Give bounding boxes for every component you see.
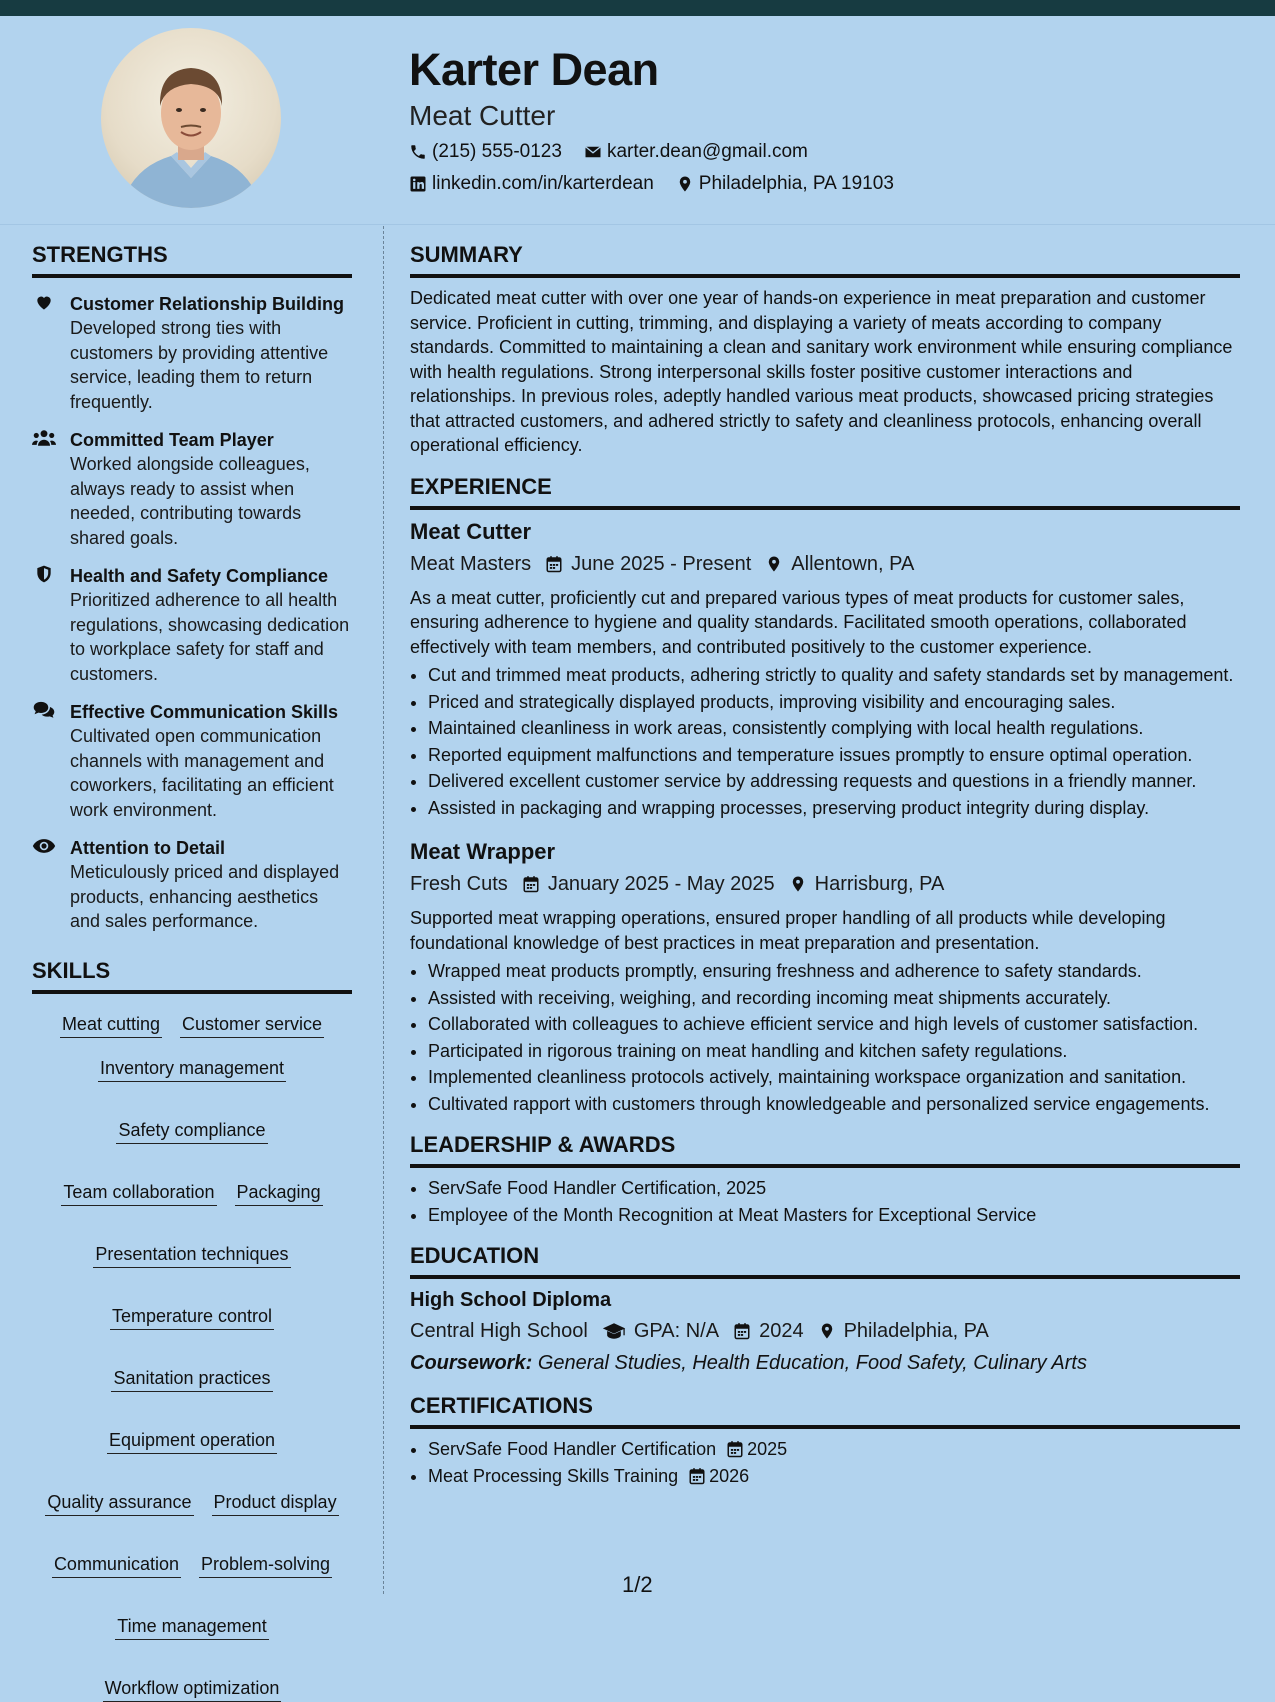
- job-bullets: [410, 663, 1240, 820]
- job-bullet: • Priced and strategically displayed products, improving visibility and encouraging sales.: [428, 690, 1240, 715]
- skill-tag: Temperature control: [110, 1304, 274, 1330]
- strength-item: [32, 836, 352, 934]
- comments-icon: [32, 700, 56, 720]
- job-bullets: [410, 959, 1240, 1116]
- contact-row-1: [409, 140, 1249, 164]
- summary-heading: SUMMARY: [410, 240, 1240, 278]
- profile-photo: [101, 28, 281, 208]
- page-number: 1/2: [622, 1572, 653, 1597]
- education-section: [410, 1241, 1240, 1377]
- calendar-icon: [522, 875, 540, 893]
- column-divider: [383, 226, 384, 1594]
- map-pin-icon: [765, 555, 783, 573]
- graduation-cap-icon: [602, 1322, 626, 1340]
- job-dates: January 2025 - May 2025: [547, 873, 775, 895]
- skill-tag: Packaging: [235, 1180, 323, 1206]
- skills-heading: SKILLS: [32, 956, 352, 994]
- phone-text: (215) 555-0123: [432, 141, 562, 162]
- skill-tag: Workflow optimization: [103, 1676, 282, 1702]
- job-bullet: • Assisted with receiving, weighing, and recording incoming meat shipments accurately.: [428, 986, 1240, 1011]
- resume-header: [409, 40, 1249, 196]
- job-bullet: • Maintained cleanliness in work areas, consistently complying with local health regulations.: [428, 716, 1240, 741]
- job-company: Fresh Cuts: [410, 873, 508, 895]
- location-text: Philadelphia, PA 19103: [698, 173, 894, 194]
- phone-icon: [409, 143, 427, 161]
- strength-title: Committed Team Player: [70, 430, 274, 450]
- job-description: As a meat cutter, proficiently cut and prepared various types of meat products for customer sales, ensuring adherence to hygiene and quality standards. Facilitated smooth operations, collaborated effectively with team members, and contributed positively to the customer experience.: [410, 587, 1187, 657]
- certification-item: [428, 1437, 1240, 1462]
- phone-contact: [409, 140, 562, 164]
- education-meta: [410, 1317, 1240, 1345]
- job-entry: [410, 838, 1240, 1116]
- contact-row-2: [409, 172, 1249, 196]
- leadership-item: • Employee of the Month Recognition at Meat Masters for Exceptional Service: [428, 1203, 1240, 1228]
- gpa-text: GPA: N/A: [633, 1320, 720, 1342]
- skill-tag: Communication: [52, 1552, 181, 1578]
- summary-section: [410, 240, 1240, 458]
- strength-desc: Cultivated open communication channels with management and coworkers, facilitating an efficient work environment.: [70, 726, 334, 820]
- school-name: Central High School: [410, 1320, 588, 1342]
- strength-item: [32, 428, 352, 550]
- job-title: Meat Cutter: [410, 518, 532, 544]
- job-bullet: • Assisted in packaging and wrapping processes, preserving product integrity during display.: [428, 796, 1240, 821]
- job-bullet: • Cut and trimmed meat products, adhering strictly to quality and safety standards set by management.: [428, 663, 1240, 688]
- candidate-title: Meat Cutter: [409, 100, 556, 131]
- linkedin-text[interactable]: linkedin.com/in/karterdean: [432, 173, 654, 194]
- skill-tag: Problem-solving: [199, 1552, 332, 1578]
- skill-tag: Sanitation practices: [111, 1366, 272, 1392]
- linkedin-icon: [409, 175, 427, 193]
- leadership-item: • ServSafe Food Handler Certification, 2025: [428, 1176, 1240, 1201]
- calendar-icon: [726, 1440, 744, 1458]
- skill-tag: Customer service: [180, 1012, 324, 1038]
- certification-year: 2026: [709, 1465, 750, 1486]
- strength-item: [32, 700, 352, 822]
- strength-title: Attention to Detail: [70, 838, 225, 858]
- job-description: Supported meat wrapping operations, ensured proper handling of all products while developing foundational knowledge of best practices in meat preparation and presentation.: [410, 908, 1166, 953]
- top-bar: [0, 0, 1275, 16]
- experience-heading: EXPERIENCE: [410, 472, 1240, 510]
- job-bullet: • Delivered excellent customer service by addressing requests and questions in a friendly manner.: [428, 769, 1240, 794]
- coursework-label: Coursework:: [410, 1352, 533, 1374]
- summary-text: Dedicated meat cutter with over one year of hands-on experience in meat preparation and customer service. Proficient in cutting, trimming, and displaying a variety of meats according to company standards. Committed to maintaining a clean and sanitary work environment while ensuring compliance with health regulations. Strong interpersonal skills foster positive customer interactions and relationships. In previous roles, adeptly handled various meat products, showcased pricing strategies that attracted customers, and adhered strictly to safety and cleanliness protocols, enhancing overall operational efficiency.: [410, 288, 1233, 455]
- school-location: Philadelphia, PA: [843, 1320, 989, 1342]
- strengths-heading: STRENGTHS: [32, 240, 352, 278]
- skill-tag: Product display: [212, 1490, 339, 1516]
- linkedin-contact[interactable]: [409, 172, 654, 196]
- eye-icon: [32, 836, 56, 856]
- skill-tag: Safety compliance: [116, 1118, 267, 1144]
- job-dates: June 2025 - Present: [571, 552, 752, 575]
- strength-title: Effective Communication Skills: [70, 702, 339, 722]
- strength-item: [32, 564, 352, 686]
- portrait-image: [101, 28, 281, 208]
- job-bullet: • Cultivated rapport with customers through knowledgeable and personalized service engagements.: [428, 1092, 1240, 1117]
- coursework-text: General Studies, Health Education, Food Safety, Culinary Arts: [537, 1352, 1087, 1374]
- job-company: Meat Masters: [410, 552, 532, 575]
- education-heading: EDUCATION: [410, 1241, 1240, 1279]
- skill-tag: Inventory management: [98, 1056, 286, 1082]
- job-bullet: • Implemented cleanliness protocols actively, maintaining workspace organization and sanitation.: [428, 1065, 1240, 1090]
- email-text[interactable]: karter.dean@gmail.com: [606, 141, 808, 162]
- job-bullet: • Participated in rigorous training on meat handling and kitchen safety regulations.: [428, 1039, 1240, 1064]
- location-contact: [676, 172, 894, 196]
- candidate-name: Karter Dean: [409, 44, 659, 95]
- left-column: [32, 240, 352, 1702]
- certifications-list: [410, 1437, 1240, 1488]
- job-bullet: • Wrapped meat products promptly, ensuring freshness and adherence to safety standards.: [428, 959, 1240, 984]
- shield-icon: [34, 564, 54, 584]
- certification-name: • ServSafe Food Handler Certification: [428, 1439, 717, 1459]
- leadership-list: [410, 1176, 1240, 1227]
- map-pin-icon: [818, 1322, 836, 1340]
- skill-tag: Presentation techniques: [93, 1242, 290, 1268]
- strength-title: Customer Relationship Building: [70, 294, 345, 314]
- job-entry: [410, 518, 1240, 821]
- users-icon: [32, 428, 56, 448]
- skills-list: [32, 1012, 352, 1702]
- certification-item: [428, 1464, 1240, 1489]
- certifications-heading: CERTIFICATIONS: [410, 1391, 1240, 1429]
- calendar-icon: [733, 1322, 751, 1340]
- envelope-icon: [584, 143, 602, 161]
- leadership-heading: LEADERSHIP & AWARDS: [410, 1130, 1240, 1168]
- degree-title: High School Diploma: [410, 1289, 612, 1311]
- job-location: Allentown, PA: [791, 552, 915, 575]
- certification-name: • Meat Processing Skills Training: [428, 1465, 679, 1486]
- calendar-icon: [688, 1467, 706, 1485]
- skill-tag: Team collaboration: [61, 1180, 216, 1206]
- strength-desc: Developed strong ties with customers by providing attentive service, leading them to return frequently.: [70, 318, 329, 412]
- job-meta: [410, 870, 1240, 898]
- certifications-section: [410, 1391, 1240, 1488]
- header-divider: [0, 224, 1275, 225]
- right-column: [410, 240, 1240, 1502]
- graduation-year: 2024: [759, 1320, 804, 1342]
- skill-tag: Equipment operation: [107, 1428, 277, 1454]
- leadership-section: [410, 1130, 1240, 1227]
- coursework: [410, 1349, 1240, 1377]
- job-location: Harrisburg, PA: [814, 873, 945, 895]
- skill-tag: Quality assurance: [45, 1490, 193, 1516]
- job-bullet: • Collaborated with colleagues to achieve efficient service and high levels of customer satisfaction.: [428, 1012, 1240, 1037]
- skill-tag: Meat cutting: [60, 1012, 162, 1038]
- experience-section: [410, 472, 1240, 1117]
- strength-desc: Meticulously priced and displayed products, enhancing aesthetics and sales performance.: [70, 862, 340, 931]
- certification-year: 2025: [747, 1439, 788, 1459]
- strength-desc: Worked alongside colleagues, always ready to assist when needed, contributing towards shared goals.: [70, 454, 310, 548]
- calendar-icon: [545, 555, 563, 573]
- skill-tag: Time management: [115, 1614, 268, 1640]
- email-contact[interactable]: [584, 140, 808, 164]
- strength-title: Health and Safety Compliance: [70, 566, 329, 586]
- strength-item: [32, 292, 352, 414]
- strength-desc: Prioritized adherence to all health regulations, showcasing dedication to workplace safety for staff and customers.: [70, 590, 350, 684]
- job-bullet: • Reported equipment malfunctions and temperature issues promptly to ensure optimal operation.: [428, 743, 1240, 768]
- map-pin-icon: [676, 175, 694, 193]
- job-title: Meat Wrapper: [410, 839, 556, 864]
- map-pin-icon: [789, 875, 807, 893]
- heart-icon: [34, 292, 54, 312]
- job-meta: [410, 550, 1240, 578]
